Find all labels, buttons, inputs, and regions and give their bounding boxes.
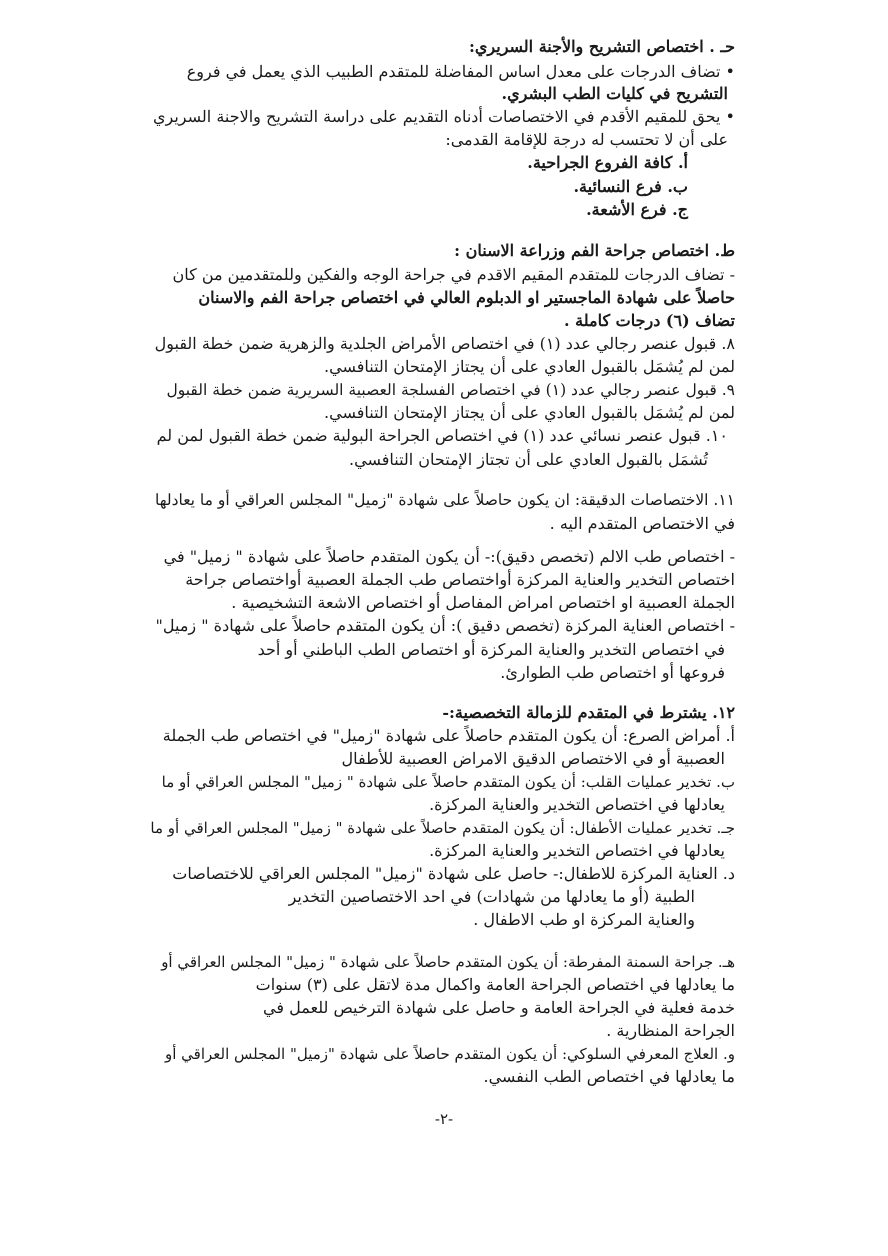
text-line: تضاف (٦) درجات كاملة . [564, 311, 735, 330]
text-line: على أن لا تحتسب له درجة للإقامة القدمى: [445, 130, 728, 149]
text-line: و. العلاج المعرفي السلوكي: أن يكون المتقدم حاصلاً على شهادة "زميل" المجلس العراقي أو [164, 1045, 735, 1063]
list-item: ب. فرع النسائية. [573, 177, 688, 196]
text-line: لمن لم يُشمَل بالقبول العادي على أن يجتاز الإمتحان التنافسي. [324, 357, 735, 376]
text-line: في الاختصاص المتقدم اليه . [549, 514, 735, 533]
text-line: والعناية المركزة او طب الاطفال . [473, 910, 695, 929]
list-item: أ. كافة الفروع الجراحية. [527, 153, 688, 172]
numbered-item-10: ١٠. قبول عنصر نسائي عدد (١) في اختصاص الجراحة البولية ضمن خطة القبول لمن لم [156, 426, 728, 445]
numbered-item-8: ٨. قبول عنصر رجالي عدد (١) في اختصاص الأمراض الجلدية والزهرية ضمن خطة القبول [154, 334, 735, 353]
section-heading-anatomy: حـ . اختصاص التشريح والأجنة السريري: [468, 37, 735, 56]
text-line: فروعها أو اختصاص طب الطوارئ. [500, 663, 725, 682]
text-line: العصبية أو في الاختصاص الدقيق الامراض العصبية للأطفال [341, 749, 725, 768]
text-line: لمن لم يُشمَل بالقبول العادي على أن يجتاز الإمتحان التنافسي. [324, 403, 735, 422]
text-line: - اختصاص العناية المركزة (تخصص دقيق ): أن يكون المتقدم حاصلاً على شهادة " زميل" [155, 616, 735, 635]
text-line: • يحق للمقيم الأقدم في الاختصاصات أدناه التقديم على دراسة التشريح والاجنة السريري [153, 107, 735, 126]
numbered-item-9: ٩. قبول عنصر رجالي عدد (١) في اختصاص الفسلجة العصبية السريرية ضمن خطة القبول [166, 381, 735, 399]
text-line: حاصلاً على شهادة الماجستير او الدبلوم العالي في اختصاص جراحة الفم والاسنان [198, 288, 735, 307]
text-line: هـ. جراحة السمنة المفرطة: أن يكون المتقدم حاصلاً على شهادة " زميل" المجلس العراقي أو [161, 953, 735, 971]
text-line: - تضاف الدرجات للمتقدم المقيم الاقدم في جراحة الوجه والفكين وللمتقدمين من كان [172, 265, 735, 284]
text-line: التشريح في كليات الطب البشري. [501, 84, 728, 103]
text-line: يعادلها في اختصاص التخدير والعناية المركزة. [429, 795, 725, 814]
text-line: - اختصاص طب الالم (تخصص دقيق):- أن يكون المتقدم حاصلاً على شهادة " زميل" في [163, 547, 735, 566]
text-line: خدمة فعلية في الجراحة العامة و حاصل على شهادة الترخيص للعمل في [263, 998, 735, 1017]
text-line: أ. أمراض الصرع: أن يكون المتقدم حاصلاً على شهادة "زميل" في اختصاص طب الجملة [162, 726, 735, 745]
text-line: جـ. تخدير عمليات الأطفال: أن يكون المتقدم حاصلاً على شهادة " زميل" المجلس العراقي أو ما [150, 819, 735, 837]
text-line: ما يعادلها في اختصاص الجراحة العامة واكمال مدة لاتقل على (٣) سنوات [255, 975, 735, 994]
numbered-item-12: ١٢. يشترط في المتقدم للزمالة التخصصية:- [442, 703, 735, 722]
text-line: ما يعادلها في اختصاص الطب النفسي. [483, 1067, 735, 1086]
page-number: -٢- [434, 1110, 454, 1128]
numbered-item-11: ١١. الاختصاصات الدقيقة: ان يكون حاصلاً على شهادة "زميل" المجلس العراقي أو ما يعادلها [154, 491, 735, 509]
text-line: ب. تخدير عمليات القلب: أن يكون المتقدم حاصلاً على شهادة " زميل" المجلس العراقي أو ما [161, 773, 735, 791]
text-line: الجراحة المنظارية . [606, 1021, 735, 1040]
text-line: د. العناية المركزة للاطفال:- حاصل على شهادة "زميل" المجلس العراقي للاختصاصات [172, 864, 735, 883]
list-item: ج. فرع الأشعة. [586, 200, 688, 219]
text-line: • تضاف الدرجات على معدل اساس المفاضلة للمتقدم الطبيب الذي يعمل في فروع [186, 62, 735, 81]
text-line: يعادلها في اختصاص التخدير والعناية المركزة. [429, 841, 725, 860]
text-line: اختصاص التخدير والعناية المركزة أواختصاص طب الجملة العصبية أواختصاص جراحة [185, 570, 735, 589]
section-heading-oral-surgery: ط. اختصاص جراحة الفم وزراعة الاسنان : [454, 241, 735, 260]
text-line: في اختصاص التخدير والعناية المركزة أو اختصاص الطب الباطني أو أحد [257, 640, 725, 659]
text-line: الطبية (أو ما يعادلها من شهادات) في احد الاختصاصين التخدير [288, 887, 695, 906]
text-line: تُشمَل بالقبول العادي على أن تجتاز الإمتحان التنافسي. [349, 450, 708, 469]
text-line: الجملة العصبية او اختصاص امراض المفاصل أو اختصاص الاشعة التشخيصية . [231, 593, 735, 612]
